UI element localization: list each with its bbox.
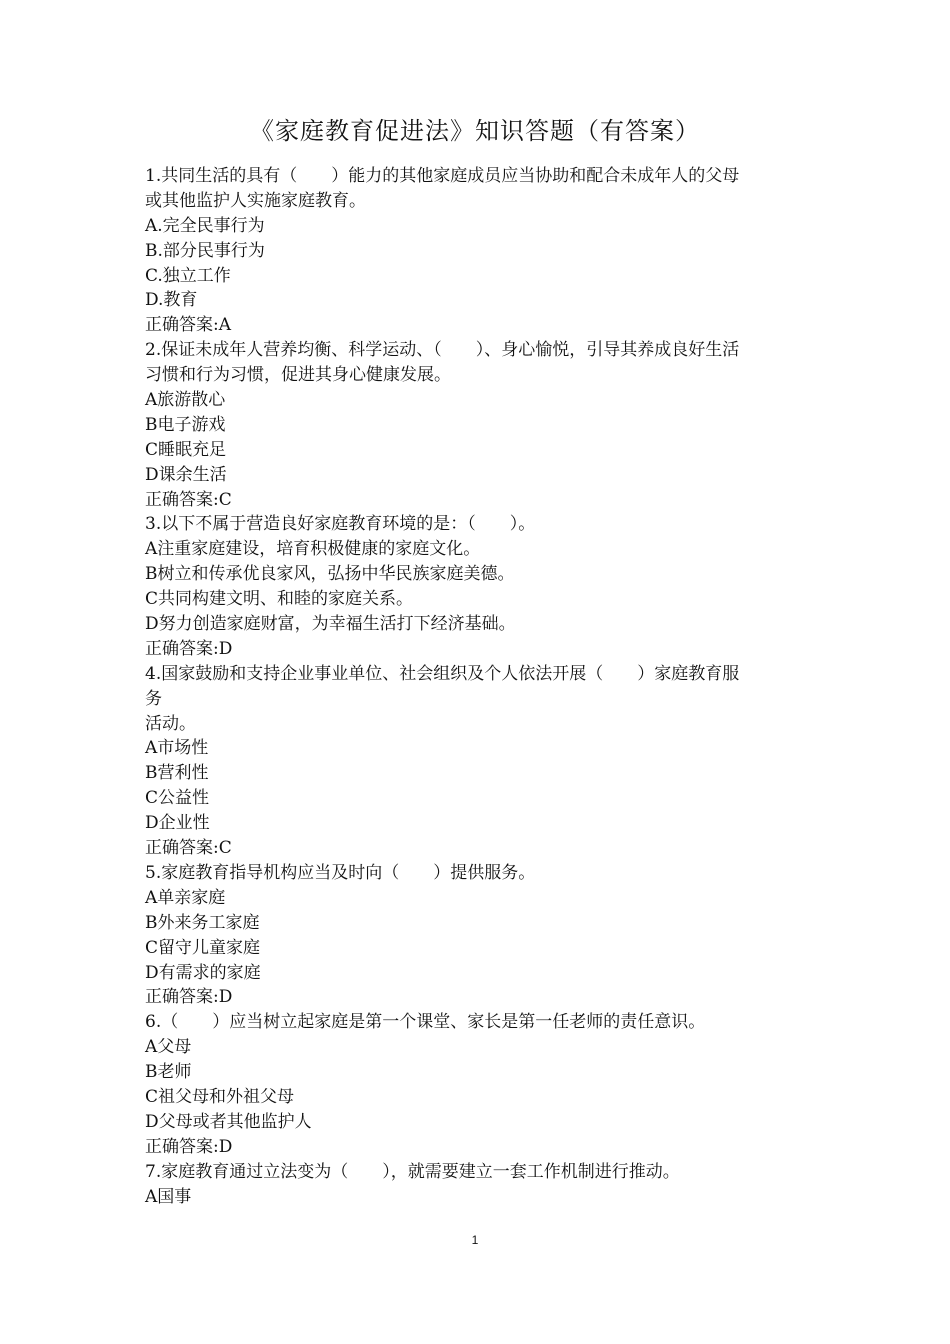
question-item: [145, 512, 810, 661]
option-a: A单亲家庭: [145, 887, 226, 908]
question-text: 4.国家鼓励和支持企业事业单位、社会组织及个人依法开展（ ）家庭教育服: [145, 663, 740, 684]
option-d: D企业性: [145, 813, 210, 834]
question-text: 7.家庭教育通过立法变为（ ），就需要建立一套工作机制进行推动。: [145, 1161, 680, 1182]
option-c: C.独立工作: [145, 265, 231, 286]
answer-text: 正确答案:C: [145, 838, 232, 859]
option-c: C公益性: [145, 788, 210, 809]
option-b: B树立和传承优良家风，弘扬中华民族家庭美德。: [145, 564, 515, 585]
option-a: A国事: [145, 1186, 192, 1207]
option-a: A注重家庭建设，培育积极健康的家庭文化。: [145, 539, 481, 560]
option-a: A父母: [145, 1037, 192, 1058]
question-text: 6.（ ）应当树立起家庭是第一个课堂、家长是第一任老师的责任意识。: [145, 1012, 706, 1033]
option-a: A市场性: [145, 738, 209, 759]
answer-text: 正确答案:A: [145, 315, 232, 336]
option-b: B老师: [145, 1062, 192, 1083]
question-text: 或其他监护人实施家庭教育。: [145, 190, 366, 211]
question-text: 5.家庭教育指导机构应当及时向（ ）提供服务。: [145, 862, 536, 883]
answer-text: 正确答案:C: [145, 489, 232, 510]
question-text: 3.以下不属于营造良好家庭教育环境的是：（ ）。: [145, 514, 536, 535]
option-c: C睡眠充足: [145, 439, 227, 460]
option-d: D课余生活: [145, 464, 227, 485]
question-text: 1.共同生活的具有（ ）能力的其他家庭成员应当协助和配合未成年人的父母: [145, 166, 740, 186]
answer-text: 正确答案:D: [145, 1136, 233, 1157]
document-title: 《家庭教育促进法》知识答题（有答案）: [250, 117, 700, 145]
option-c: C祖父母和外祖父母: [145, 1086, 295, 1107]
question-text: 习惯和行为习惯，促进其身心健康发展。: [145, 365, 451, 386]
option-d: D努力创造家庭财富，为幸福生活打下经济基础。: [145, 614, 516, 635]
question-item: [145, 1160, 810, 1210]
option-b: B.部分民事行为: [145, 240, 265, 261]
question-text: 活动。: [145, 713, 196, 734]
question-text: 2.保证未成年人营养均衡、科学运动、（ ）、身心愉悦，引导其养成良好生活: [145, 340, 740, 361]
answer-text: 正确答案:D: [145, 638, 233, 659]
option-b: B营利性: [145, 763, 209, 784]
question-item: [145, 1010, 810, 1159]
option-d: D有需求的家庭: [145, 962, 261, 983]
answer-text: 正确答案:D: [145, 987, 233, 1008]
option-c: C留守儿童家庭: [145, 937, 261, 958]
question-item: [145, 164, 810, 338]
question-item: [145, 861, 810, 1010]
page-number: 1: [471, 1233, 479, 1247]
option-b: B电子游戏: [145, 414, 226, 435]
option-c: C共同构建文明、和睦的家庭关系。: [145, 589, 414, 610]
question-list: [145, 164, 810, 1209]
question-text: 务: [145, 688, 162, 709]
question-item: [145, 338, 810, 512]
option-d: D父母或者其他监护人: [145, 1111, 312, 1132]
option-d: D.教育: [145, 290, 198, 311]
option-a: A.完全民事行为: [145, 215, 265, 236]
option-a: A旅游散心: [145, 390, 226, 411]
option-b: B外来务工家庭: [145, 912, 260, 933]
question-item: [145, 662, 810, 861]
